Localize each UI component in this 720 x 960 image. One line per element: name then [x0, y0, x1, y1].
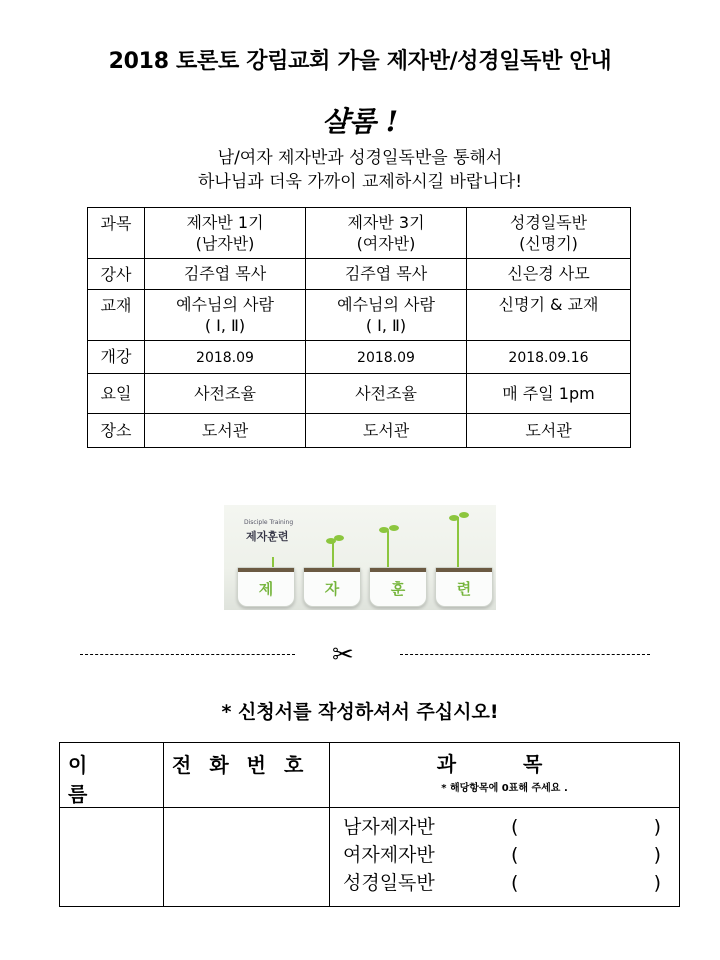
greeting: 샬롬 !	[321, 105, 399, 138]
course-column-title: 과 목	[436, 752, 573, 776]
pot-character: 제	[258, 580, 274, 598]
table-cell: 김주엽 목사	[306, 259, 467, 290]
schedule-header-row	[88, 208, 631, 259]
form-header-row	[60, 743, 680, 808]
course-bible-header	[467, 208, 631, 259]
course-name: 제자반 1기	[186, 213, 264, 232]
pot	[303, 567, 361, 607]
page-title: 2018 토론토 강림교회 가을 제자반/성경일독반 안내	[108, 49, 612, 74]
pot	[369, 567, 427, 607]
paren-open: (	[511, 844, 519, 866]
option-male-disciple[interactable]	[343, 813, 661, 841]
table-cell: 사전조율	[306, 374, 467, 414]
name-column-header: 이 름	[60, 743, 164, 808]
table-cell: 신은경 사모	[467, 259, 631, 290]
course-options-cell	[330, 808, 680, 907]
course-group: (남자반)	[195, 234, 255, 253]
pot-character: 자	[324, 580, 340, 598]
textbook-volume: ( Ⅰ, Ⅱ)	[365, 316, 407, 335]
location-row	[88, 414, 631, 448]
form-entry-row	[60, 808, 680, 907]
course-group: (신명기)	[519, 234, 578, 253]
photo-caption-english: Disciple Training	[244, 519, 294, 526]
leaf-icon	[389, 525, 399, 531]
header-label: 과목	[88, 208, 145, 259]
paren-open: (	[511, 872, 519, 894]
course-male-header	[145, 208, 306, 259]
name-input-cell[interactable]	[60, 808, 164, 907]
textbook-name: 신명기 & 교재	[498, 295, 599, 314]
sprout-icon	[332, 543, 334, 569]
table-cell	[145, 290, 306, 341]
textbook-name: 예수님의 사람	[176, 295, 274, 314]
phone-input-cell[interactable]	[164, 808, 330, 907]
table-cell	[467, 290, 631, 341]
row-label: 요일	[88, 374, 145, 414]
day-row	[88, 374, 631, 414]
table-cell: 도서관	[306, 414, 467, 448]
intro-line-2: 하나님과 더욱 가까이 교제하시길 바랍니다!	[197, 172, 523, 192]
pot-character: 련	[456, 580, 472, 598]
phone-column-header: 전화번호	[164, 743, 330, 808]
course-column-note: * 해당항목에 0표해 주세요 .	[441, 783, 568, 794]
paren-close: )	[653, 844, 661, 866]
table-cell: 2018.09	[306, 341, 467, 374]
row-label: 장소	[88, 414, 145, 448]
course-name: 제자반 3기	[347, 213, 425, 232]
sprout-icon	[457, 517, 459, 569]
scissors-icon: ✂	[332, 640, 354, 670]
leaf-icon	[379, 527, 389, 533]
row-label: 교재	[88, 290, 145, 341]
pot	[435, 567, 493, 607]
application-instruction: * 신청서를 작성하셔서 주십시오!	[221, 701, 499, 723]
table-cell: 2018.09.16	[467, 341, 631, 374]
pot-character: 훈	[390, 580, 406, 598]
textbook-row	[88, 290, 631, 341]
photo-caption-korean: 제자훈련	[246, 530, 289, 543]
table-cell: 도서관	[145, 414, 306, 448]
textbook-name: 예수님의 사람	[337, 295, 435, 314]
course-options	[331, 809, 678, 897]
discipleship-sprout-image	[224, 505, 496, 610]
table-cell: 2018.09	[145, 341, 306, 374]
textbook-volume: ( Ⅰ, Ⅱ)	[204, 316, 246, 335]
paren-close: )	[653, 816, 661, 838]
dashed-line-left	[80, 654, 295, 655]
leaf-icon	[334, 535, 344, 541]
course-column-header	[330, 743, 680, 808]
sprout-icon	[387, 531, 389, 569]
table-cell: 도서관	[467, 414, 631, 448]
paren-open: (	[511, 816, 519, 838]
option-label: 여자제자반	[343, 844, 435, 866]
cut-line	[80, 642, 650, 668]
table-cell: 매 주일 1pm	[467, 374, 631, 414]
leaf-icon	[459, 512, 469, 518]
schedule-table	[87, 207, 631, 448]
option-label: 성경일독반	[343, 872, 435, 894]
start-date-row	[88, 341, 631, 374]
option-female-disciple[interactable]	[343, 841, 661, 869]
leaf-icon	[449, 515, 459, 521]
table-cell	[306, 290, 467, 341]
pot	[237, 567, 295, 607]
row-label: 강사	[88, 259, 145, 290]
dashed-line-right	[400, 654, 650, 655]
intro-line-1: 남/여자 제자반과 성경일독반을 통해서	[217, 148, 503, 168]
course-name: 성경일독반	[509, 213, 588, 232]
course-group: (여자반)	[356, 234, 416, 253]
intro-text	[0, 146, 720, 194]
instructor-row	[88, 259, 631, 290]
row-label: 개강	[88, 341, 145, 374]
option-label: 남자제자반	[343, 816, 435, 838]
table-cell: 사전조율	[145, 374, 306, 414]
option-bible-reading[interactable]	[343, 869, 661, 897]
table-cell: 김주엽 목사	[145, 259, 306, 290]
paren-close: )	[653, 872, 661, 894]
application-form	[59, 742, 680, 907]
course-female-header	[306, 208, 467, 259]
